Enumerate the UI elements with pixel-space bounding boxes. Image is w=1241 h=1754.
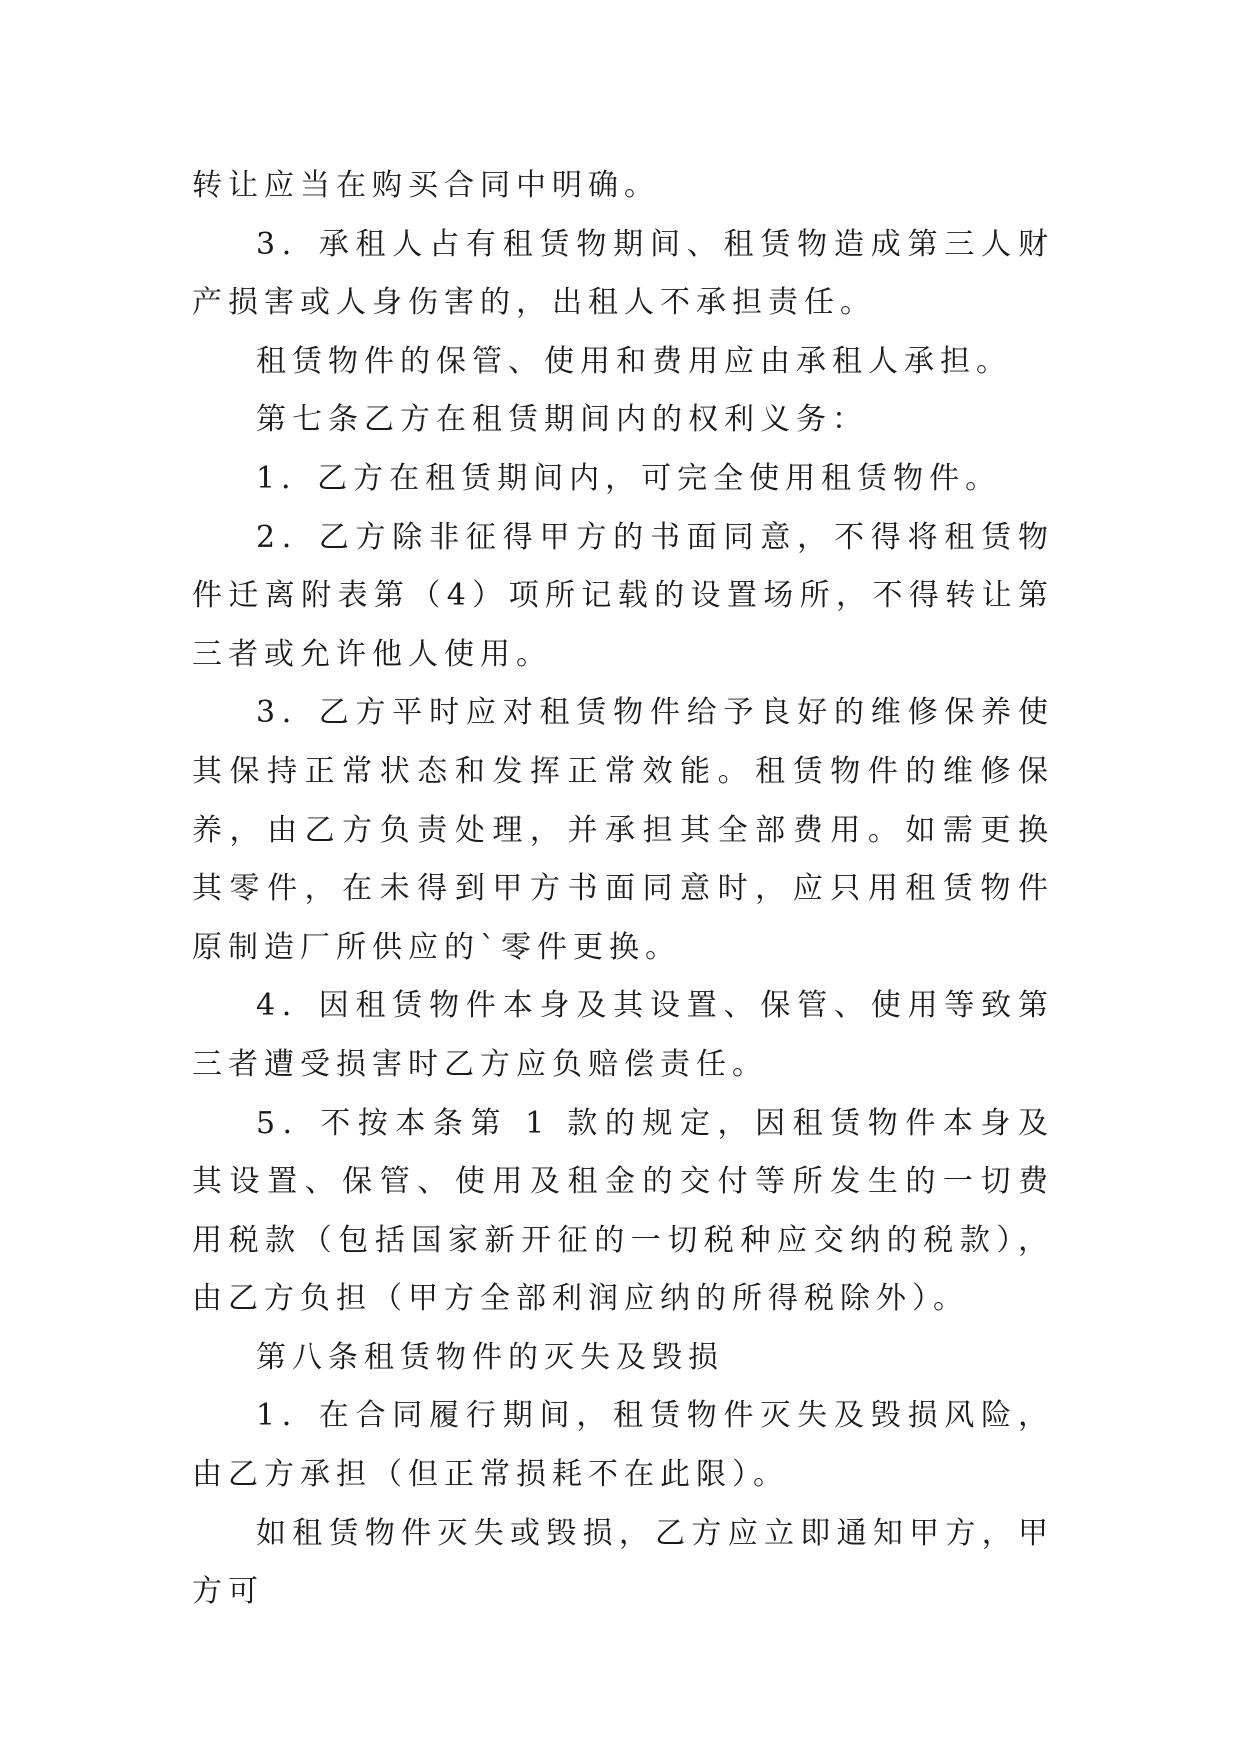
paragraph-8: 4．因租赁物件本身及其设置、保管、使用等致第三者遭受损害时乙方应负赔偿责任。: [192, 988, 1054, 1082]
paragraph-10: 第八条租赁物件的灭失及毁损: [256, 1339, 724, 1375]
paragraph-3: 租赁物件的保管、使用和费用应由承租人承担。: [256, 343, 1012, 379]
paragraph-4: 第七条乙方在租赁期间内的权利义务：: [256, 402, 868, 438]
document-body: [192, 157, 1054, 1622]
paragraph-6: 2．乙方除非征得甲方的书面同意，不得将租赁物件迁离附表第（4）项所记载的设置场所，不得转让第三者或允许他人使用。: [192, 519, 1054, 672]
paragraph-11: 1．在合同履行期间，租赁物件灭失及毁损风险，由乙方承担（但正常损耗不在此限）。: [192, 1398, 1054, 1493]
paragraph-1: 转让应当在购买合同中明确。: [192, 168, 660, 203]
paragraph-7: 3．乙方平时应对租赁物件给予良好的维修保养使其保持正常状态和发挥正常效能。租赁物件的维修保养，由乙方负责处理，并承担其全部费用。如需更换其零件，在未得到甲方书面同意时，应只用租赁物件原制造厂所供应的`零件更换。: [192, 695, 1054, 965]
paragraph-2: 3．承租人占有租赁物期间、租赁物造成第三人财产损害或人身伤害的，出租人不承担责任。: [192, 226, 1054, 321]
paragraph-5: 1．乙方在租赁期间内，可完全使用租赁物件。: [256, 460, 1002, 496]
paragraph-12: 如租赁物件灭失或毁损，乙方应立即通知甲方，甲方可: [192, 1515, 1054, 1610]
paragraph-9: 5．不按本条第 1 款的规定，因租赁物件本身及其设置、保管、使用及租金的交付等所发生的一切费用税款（包括国家新开征的一切税种应交纳的税款），由乙方负担（甲方全部利润应纳的所得税除外）。: [192, 1105, 1054, 1317]
